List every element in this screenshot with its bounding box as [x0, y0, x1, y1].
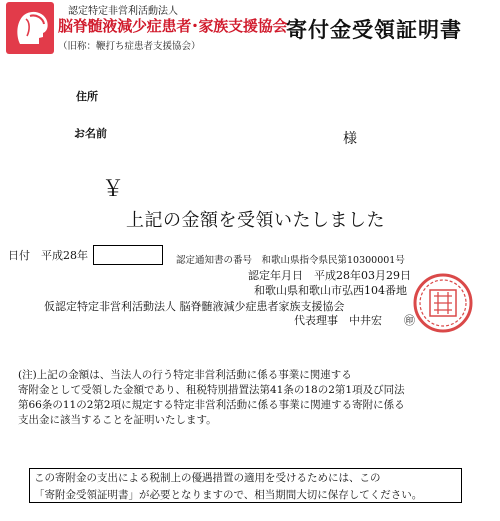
issuer-address: 和歌山県和歌山市弘西104番地: [254, 284, 407, 297]
address-label: 住所: [76, 90, 98, 103]
seal-ink: [415, 275, 471, 331]
org-former-name: （旧称：鞭打ち症患者支援協会）: [58, 41, 201, 52]
issuer-corporation: 仮認定特定非営利活動法人 脳脊髄液減少症患者家族支援協会: [44, 300, 345, 313]
date-label: 日付 平成28年: [8, 249, 88, 262]
document-title: 寄付金受領証明書: [286, 17, 462, 42]
received-statement: 上記の金額を受領いたしました: [126, 210, 385, 231]
official-seal-stamp: [412, 272, 474, 334]
notice-line: 寄附金として受領した金額であり、租税特別措置法第41条の18の2第1項及び同法: [18, 384, 405, 396]
honorific-sama: 様: [343, 131, 357, 147]
org-name: 脳脊髄液減少症患者･家族支援協会: [58, 17, 288, 35]
date-input-box[interactable]: [93, 245, 163, 265]
storage-notice-box: [29, 468, 462, 503]
yen-symbol: ￥: [102, 177, 125, 202]
notice-line: (注)上記の金額は、当法人の行う特定非営利活動に係る事業に関連する: [18, 369, 352, 381]
certification-number: 認定通知書の番号 和歌山県指令県民第10300001号: [176, 255, 405, 266]
notice-line: 第66条の11の2第2項に規定する特定非営利活動に係る事業に関連する寄附に係る: [18, 399, 405, 411]
notice-line: 支出金に該当することを証明いたします。: [18, 414, 217, 426]
org-subtitle: 認定特定非営利活動法人: [68, 6, 178, 17]
footer-line: この寄附金の支出による税制上の優遇措置の適用を受けるためには、この: [34, 472, 381, 484]
organization-logo: [6, 2, 54, 54]
certification-date: 認定年月日 平成28年03月29日: [248, 269, 411, 282]
footer-line: 「寄附金受領証明書」が必要となりますので、相当期間大切に保存してください。: [34, 489, 423, 501]
legal-notice: [18, 368, 486, 428]
representative: 代表理事 中井宏 ㊞: [294, 314, 415, 327]
name-label: お名前: [74, 127, 107, 140]
